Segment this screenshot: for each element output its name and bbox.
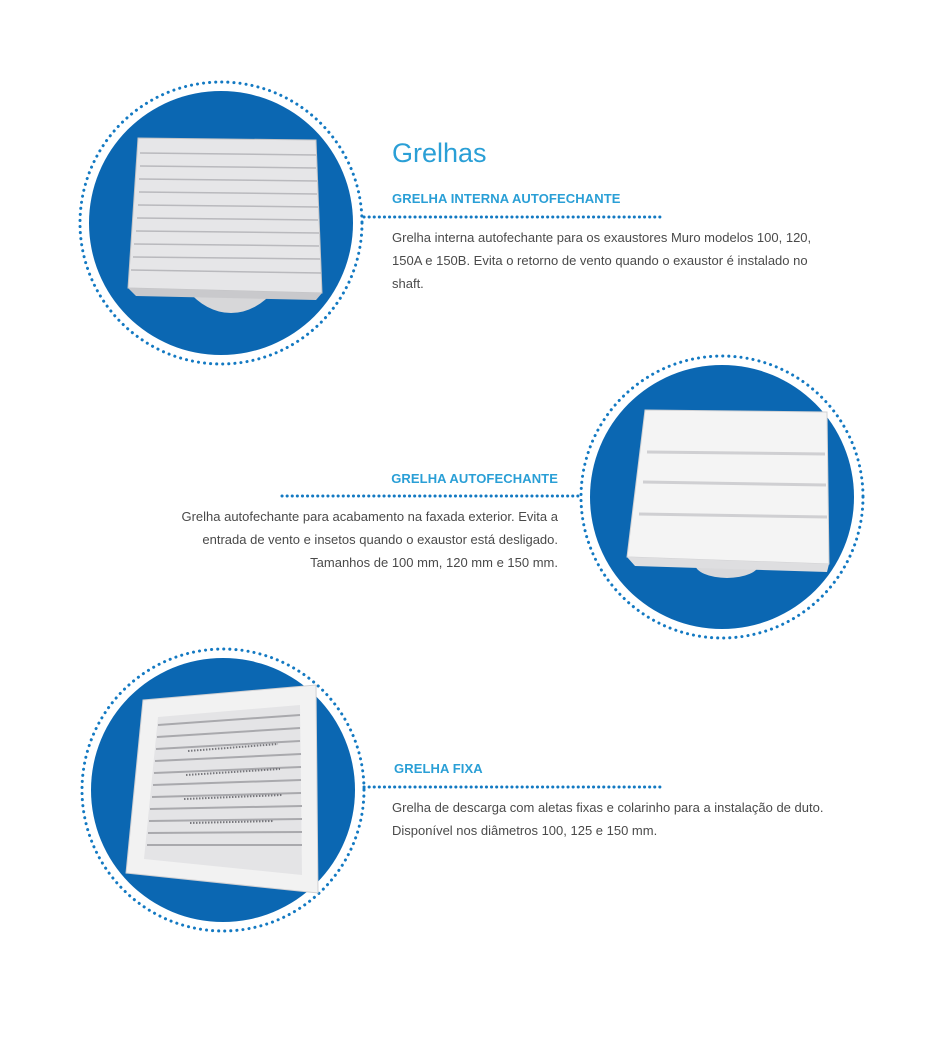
product-2-heading: GRELHA AUTOFECHANTE (391, 471, 558, 486)
product-2-image (577, 352, 867, 642)
product-2-description: Grelha autofechante para acabamento na faxada exterior. Evita a entrada de vento e insetos quando o exaustor está desligado. Tamanhos de 100 mm, 120 mm e 150 mm. (181, 509, 558, 570)
product-3-image (78, 645, 368, 935)
product-1-connector (362, 214, 662, 220)
product-3-description: Grelha de descarga com aletas fixas e colarinho para a instalação de duto. Disponível nos diâmetros 100, 125 e 150 mm. (392, 800, 824, 838)
product-2-connector (280, 493, 580, 499)
product-3-heading: GRELHA FIXA (394, 761, 483, 776)
page-title: Grelhas (392, 138, 487, 168)
product-3-connector (362, 784, 662, 790)
product-1-heading: GRELHA INTERNA AUTOFECHANTE (392, 191, 621, 206)
product-1-description: Grelha interna autofechante para os exaustores Muro modelos 100, 120, 150A e 150B. Evita o retorno de vento quando o exaustor é instalado no shaft. (392, 230, 812, 291)
product-1-image (76, 78, 366, 368)
